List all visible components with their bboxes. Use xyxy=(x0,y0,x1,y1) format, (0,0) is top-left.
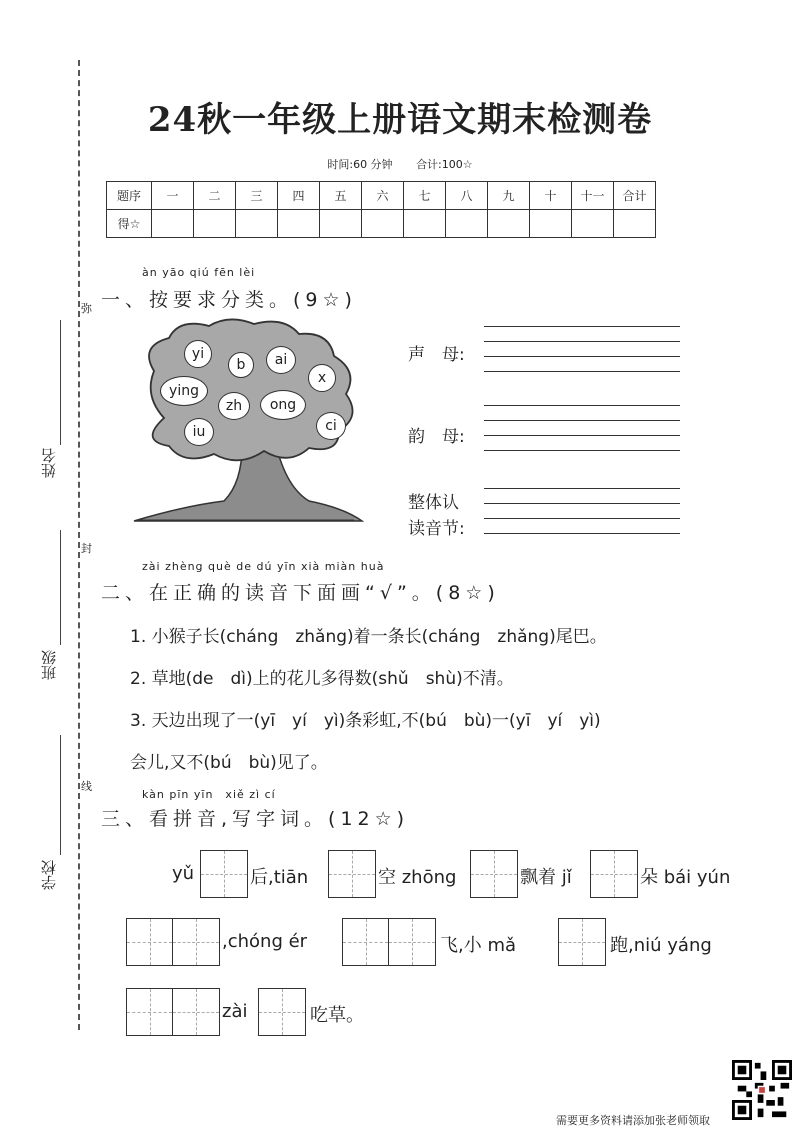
cut-mark-2: 封 xyxy=(81,542,92,555)
apple-card: ying xyxy=(160,376,208,406)
pinyin-word: yǔ xyxy=(172,863,195,884)
pinyin-word: 朵 bái yún xyxy=(640,867,731,888)
school-field[interactable] xyxy=(60,735,61,855)
pinyin-word: ,chóng ér xyxy=(222,931,308,952)
writing-box[interactable] xyxy=(590,850,638,898)
apple-card: b xyxy=(228,352,254,378)
answer-line[interactable] xyxy=(484,435,680,436)
table-cell: 一 xyxy=(152,182,194,210)
apple-card: iu xyxy=(184,418,214,446)
apple-card: zh xyxy=(218,392,250,420)
pinyin-word: 跑,niú yáng xyxy=(610,935,712,956)
writing-box[interactable] xyxy=(258,988,306,1036)
exam-meta xyxy=(0,156,800,172)
school-label: 学校 xyxy=(40,860,58,890)
seal-line xyxy=(78,60,80,1030)
question-2-2: 2. 草地(de dì)上的花儿多得数(shǔ shù)不清。 xyxy=(130,669,514,689)
pinyin-word: zài xyxy=(222,1001,248,1022)
answer-line[interactable] xyxy=(484,405,680,406)
score-table-header xyxy=(107,182,656,210)
score-table-row xyxy=(107,210,656,238)
answer-line[interactable] xyxy=(484,488,680,489)
class-field[interactable] xyxy=(60,530,61,645)
writing-box-double[interactable] xyxy=(126,918,220,966)
table-cell: 五 xyxy=(320,182,362,210)
score-input[interactable] xyxy=(362,210,404,238)
section2-title: 二、在正确的读音下面画“√”。(8☆) xyxy=(101,582,500,604)
answer-line[interactable] xyxy=(484,341,680,342)
writing-box[interactable] xyxy=(328,850,376,898)
writing-box-double[interactable] xyxy=(342,918,436,966)
score-input[interactable] xyxy=(278,210,320,238)
question-2-3b: 会儿,又不(bú bù)见了。 xyxy=(130,753,328,773)
class-label: 班级 xyxy=(40,650,58,680)
answer-line[interactable] xyxy=(484,326,680,327)
score-input[interactable] xyxy=(530,210,572,238)
question-2-3a: 3. 天边出现了一(yī yí yì)条彩虹,不(bú bù)一(yī yí yì) xyxy=(130,711,601,731)
score-input[interactable] xyxy=(236,210,278,238)
pinyin-word: 空 zhōng xyxy=(378,867,457,888)
section1-title: 一、按要求分类。(9☆) xyxy=(101,289,357,311)
score-input[interactable] xyxy=(572,210,614,238)
table-cell: 四 xyxy=(278,182,320,210)
score-table xyxy=(106,181,656,238)
shengmu-label: 声 母: xyxy=(408,345,465,365)
total-score: 合计:100☆ xyxy=(416,158,473,171)
zhengti-label-2: 读音节: xyxy=(408,519,465,539)
cut-mark-3: 线 xyxy=(81,780,92,793)
score-input[interactable] xyxy=(152,210,194,238)
answer-line[interactable] xyxy=(484,420,680,421)
table-cell: 三 xyxy=(236,182,278,210)
zhengti-label-1: 整体认 xyxy=(408,493,459,513)
table-cell: 七 xyxy=(404,182,446,210)
cut-mark-1: 弥 xyxy=(81,302,92,315)
yunmu-label: 韵 母: xyxy=(408,427,465,447)
table-cell: 十一 xyxy=(572,182,614,210)
score-input[interactable] xyxy=(320,210,362,238)
name-label: 姓名 xyxy=(40,448,58,478)
answer-line[interactable] xyxy=(484,533,680,534)
answer-line[interactable] xyxy=(484,450,680,451)
score-input[interactable] xyxy=(488,210,530,238)
writing-box[interactable] xyxy=(200,850,248,898)
apple-card: ci xyxy=(316,412,346,440)
section3-pinyin: kàn pīn yīn xiě zì cí xyxy=(142,788,276,801)
table-cell: 十 xyxy=(530,182,572,210)
writing-box[interactable] xyxy=(470,850,518,898)
score-input[interactable] xyxy=(614,210,656,238)
score-input[interactable] xyxy=(446,210,488,238)
table-cell: 六 xyxy=(362,182,404,210)
table-cell: 二 xyxy=(194,182,236,210)
score-input[interactable] xyxy=(194,210,236,238)
table-cell: 八 xyxy=(446,182,488,210)
table-cell: 题序 xyxy=(107,182,152,210)
name-field[interactable] xyxy=(60,320,61,445)
apple-card: ong xyxy=(260,390,306,420)
apple-card: yi xyxy=(184,340,212,368)
writing-box[interactable] xyxy=(558,918,606,966)
pinyin-word: 吃草。 xyxy=(310,1005,364,1026)
time-limit: 时间:60 分钟 xyxy=(327,158,393,171)
footer-note: 需要更多资料请添加张老师领取 xyxy=(556,1114,710,1127)
section3-title: 三、看拼音,写字词。(12☆) xyxy=(101,808,410,830)
section2-pinyin: zài zhèng què de dú yīn xià miàn huà xyxy=(142,560,385,573)
table-cell: 合计 xyxy=(614,182,656,210)
apple-card: x xyxy=(308,364,336,392)
page-title: 24秋一年级上册语文期末检测卷 xyxy=(147,100,653,140)
answer-line[interactable] xyxy=(484,371,680,372)
answer-line[interactable] xyxy=(484,518,680,519)
score-input[interactable] xyxy=(404,210,446,238)
writing-box-double[interactable] xyxy=(126,988,220,1036)
table-cell: 得☆ xyxy=(107,210,152,238)
section1-pinyin: àn yāo qiú fēn lèi xyxy=(142,266,256,279)
pinyin-word: 飞,小 mǎ xyxy=(440,935,517,956)
question-2-1: 1. 小猴子长(cháng zhǎng)着一条长(cháng zhǎng)尾巴。 xyxy=(130,627,607,647)
pinyin-word: 后,tiān xyxy=(250,867,309,888)
qr-code-icon xyxy=(732,1060,792,1120)
table-cell: 九 xyxy=(488,182,530,210)
apple-card: ai xyxy=(266,346,296,374)
answer-line[interactable] xyxy=(484,503,680,504)
answer-line[interactable] xyxy=(484,356,680,357)
pinyin-word: 飘着 jǐ xyxy=(520,867,572,888)
